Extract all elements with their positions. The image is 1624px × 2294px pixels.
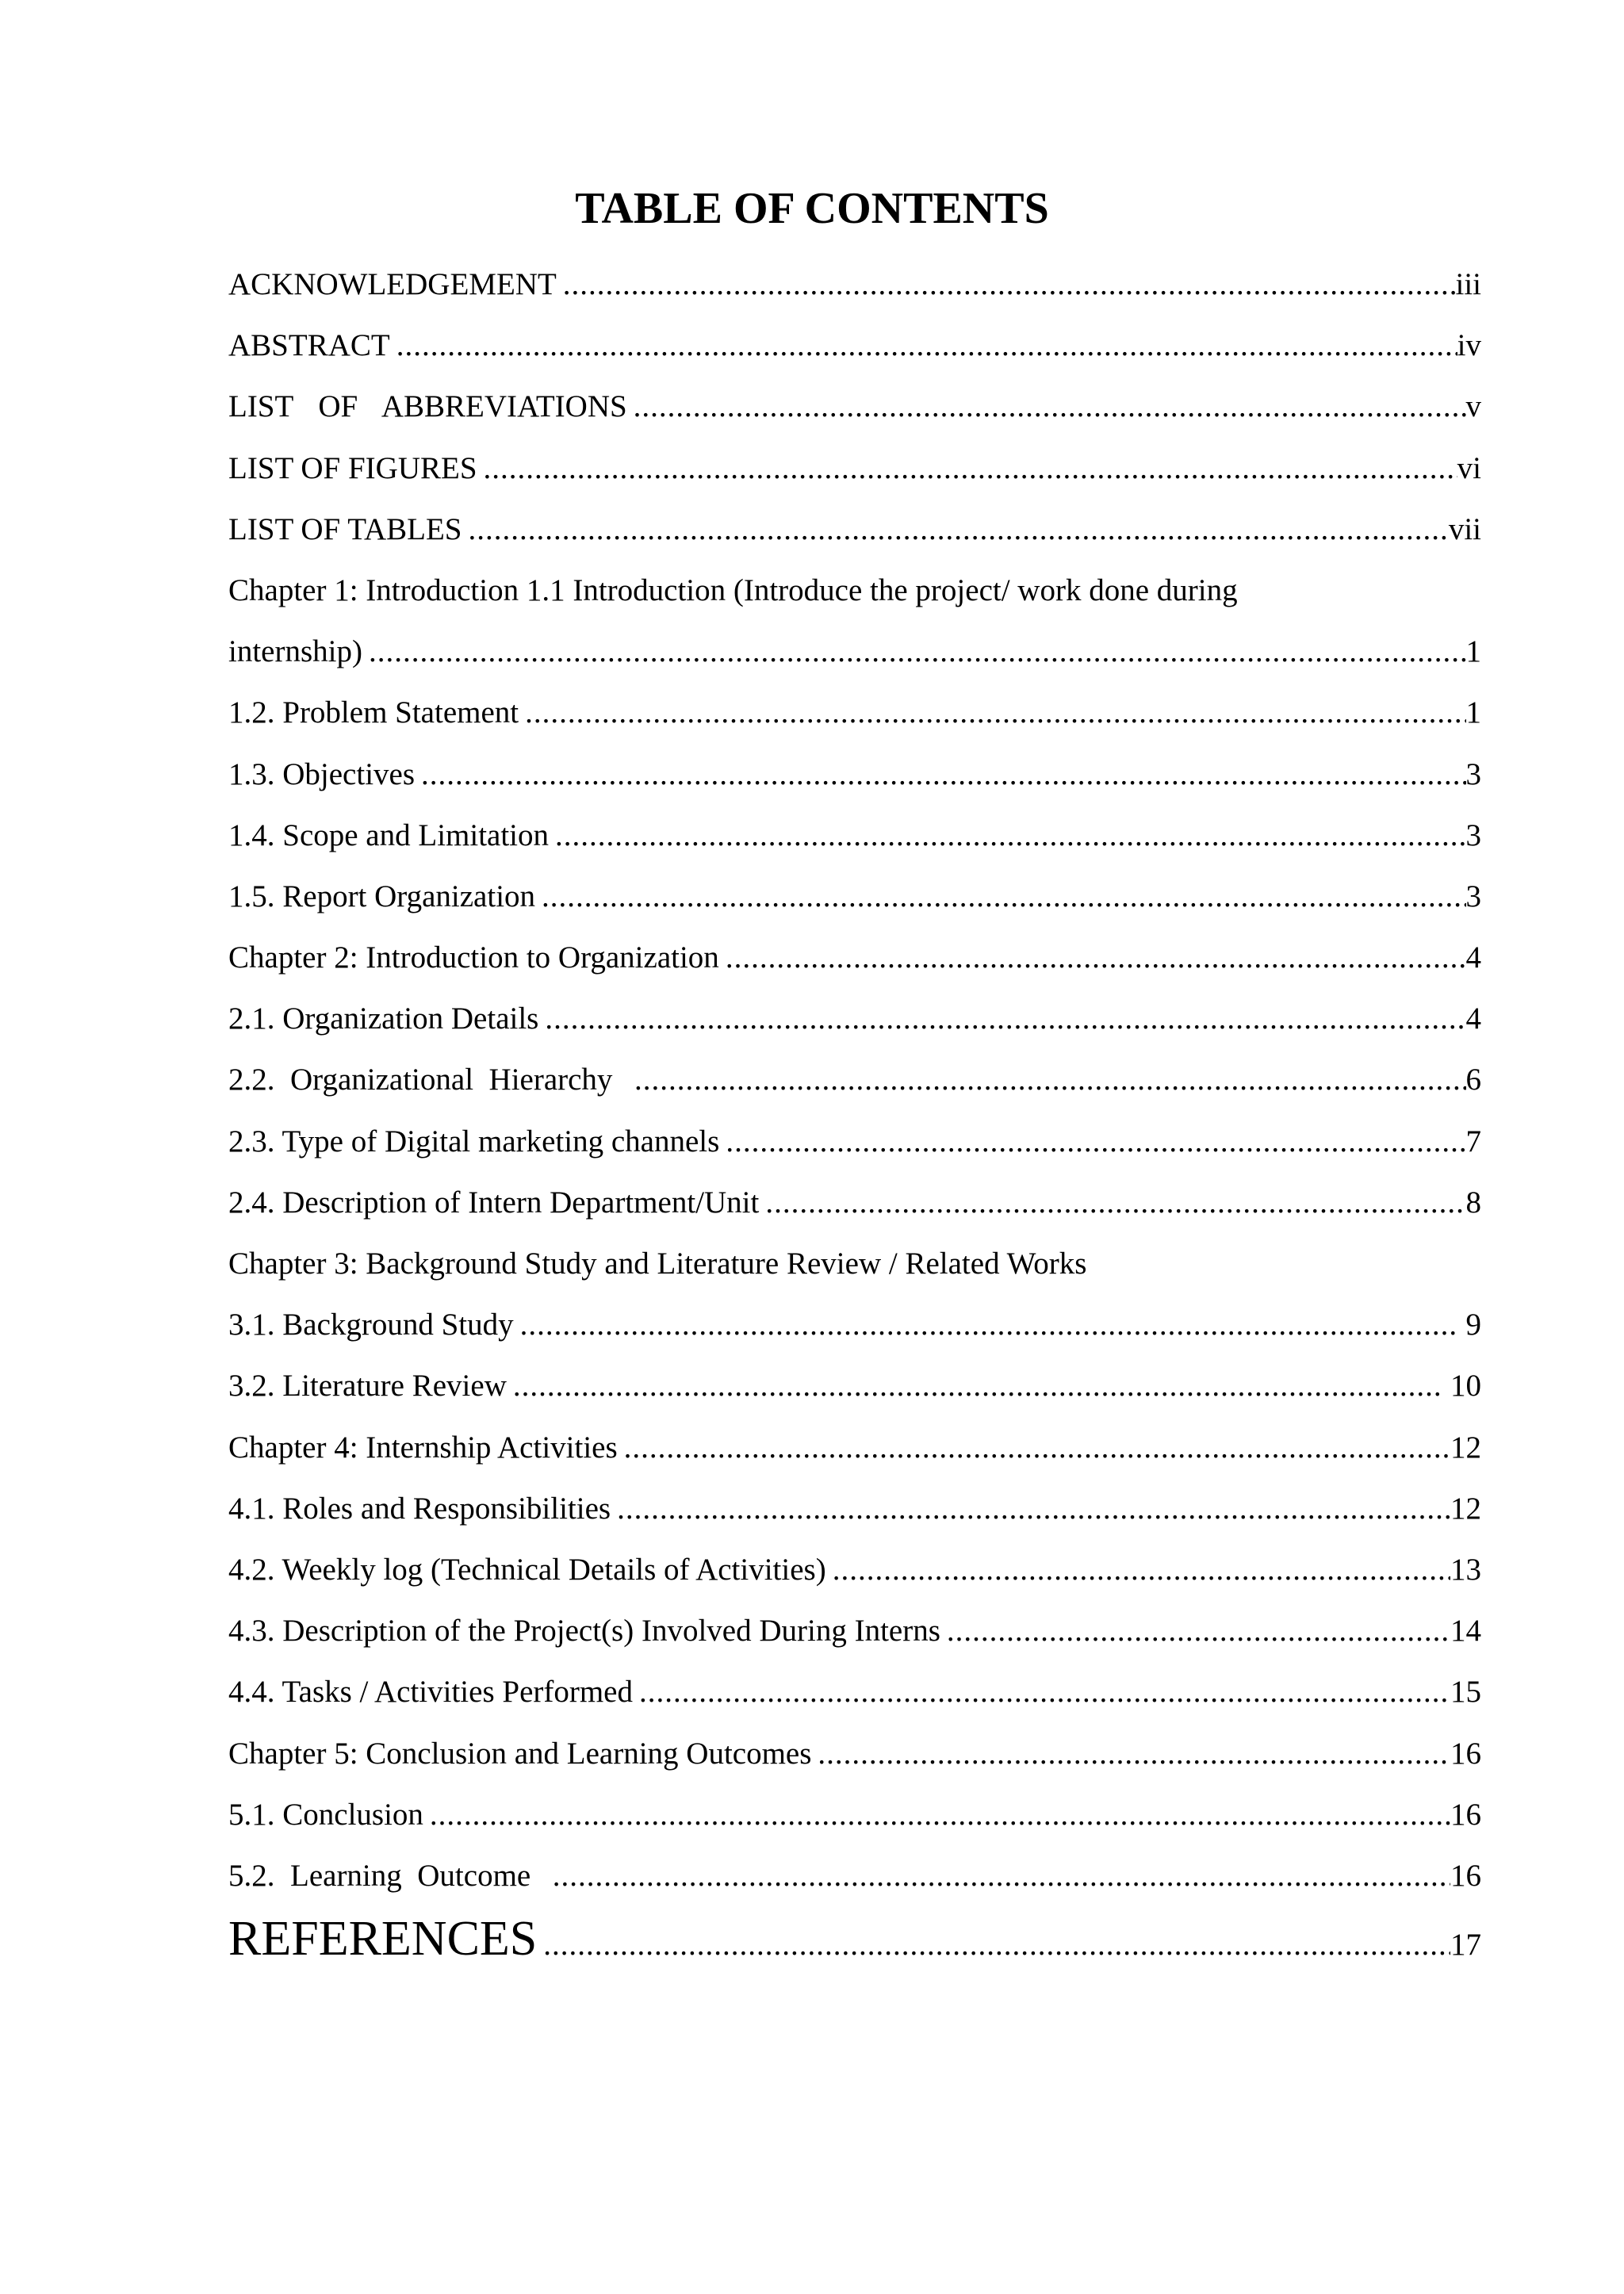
toc-entry-2-3[interactable] <box>228 1111 1481 1172</box>
toc-entry-label: internship) <box>228 634 362 669</box>
dot-leader <box>513 1355 1439 1416</box>
dot-leader <box>543 1913 1450 1971</box>
dot-leader <box>947 1600 1450 1661</box>
toc-entry-chapter-1[interactable] <box>228 560 1481 621</box>
toc-entry-label: 1.3. Objectives <box>228 756 416 791</box>
toc-entry-label: 1.5. Report Organization <box>228 879 536 913</box>
dot-leader <box>726 1111 1465 1172</box>
dot-leader <box>818 1723 1450 1784</box>
toc-entry-label: Chapter 4: Internship Activities <box>228 1430 618 1465</box>
toc-entry-chapter-4[interactable] <box>228 1417 1481 1478</box>
toc-entry-list-of-figures[interactable] <box>228 438 1481 499</box>
toc-entry-label: 4.4. Tasks / Activities Performed <box>228 1675 633 1710</box>
toc-entry-label: LIST OF ABBREVIATIONS <box>228 389 627 424</box>
dot-leader <box>545 988 1465 1049</box>
toc-entry-label: 2.1. Organization Details <box>228 1001 539 1036</box>
toc-entry-label: 5.1. Conclusion <box>228 1797 423 1832</box>
dot-leader <box>639 1661 1450 1722</box>
toc-entry-page: 16 <box>1450 1858 1481 1893</box>
toc-entry-page: 16 <box>1450 1797 1481 1832</box>
toc-entry-page: 4 <box>1465 1001 1481 1036</box>
dot-leader <box>430 1784 1450 1845</box>
toc-entry-page: 12 <box>1450 1430 1481 1465</box>
dot-leader <box>765 1172 1465 1233</box>
toc-entry-page: 13 <box>1450 1552 1481 1587</box>
toc-entry-page: 4 <box>1465 940 1481 975</box>
toc-entry-page: v <box>1465 389 1481 424</box>
toc-entry-page: 3 <box>1465 756 1481 791</box>
toc-entry-label: Chapter 5: Conclusion and Learning Outcomes <box>228 1736 812 1771</box>
toc-entry-1-4[interactable] <box>228 805 1481 866</box>
toc-entry-label: 2.2. Organizational Hierarchy <box>228 1063 628 1097</box>
toc-entry-4-3[interactable] <box>228 1600 1481 1661</box>
toc-entry-label: 2.4. Description of Intern Department/Unit <box>228 1185 760 1220</box>
toc-entry-label: REFERENCES <box>228 1912 538 1967</box>
toc-entry-4-4[interactable] <box>228 1661 1481 1722</box>
toc-entry-label: ACKNOWLEDGEMENT <box>228 267 557 301</box>
dot-leader <box>617 1478 1450 1539</box>
dot-leader <box>634 1049 1466 1110</box>
toc-entry-references[interactable] <box>228 1906 1481 1971</box>
toc-entry-page: 6 <box>1465 1063 1481 1097</box>
dot-leader <box>553 1845 1450 1906</box>
dot-leader <box>624 1417 1450 1478</box>
toc-entry-4-1[interactable] <box>228 1478 1481 1539</box>
toc-entry-page: iii <box>1455 267 1481 301</box>
toc-entry-label: LIST OF FIGURES <box>228 450 477 485</box>
toc-entry-page: 3 <box>1465 818 1481 852</box>
toc-entry-2-4[interactable] <box>228 1172 1481 1233</box>
toc-entry-abstract[interactable] <box>228 315 1481 376</box>
toc-entry-label: Chapter 2: Introduction to Organization <box>228 940 719 975</box>
dot-leader <box>833 1539 1450 1600</box>
toc-entry-2-1[interactable] <box>228 988 1481 1049</box>
toc-entry-4-2[interactable] <box>228 1539 1481 1600</box>
toc-entry-page: 1 <box>1465 634 1481 669</box>
toc-entry-page: 9 <box>1465 1308 1481 1342</box>
toc-entry-2-2[interactable] <box>228 1049 1481 1110</box>
toc-entry-label: 1.4. Scope and Limitation <box>228 818 550 852</box>
dot-leader <box>726 927 1466 988</box>
toc-entry-page: vi <box>1457 450 1481 485</box>
toc-entry-label: 3.2. Literature Review <box>228 1369 507 1404</box>
toc-entry-5-1[interactable] <box>228 1784 1481 1845</box>
toc-entry-label: 5.2. Learning Outcome <box>228 1858 546 1893</box>
toc-entry-1-2[interactable] <box>228 682 1481 743</box>
toc-entry-chapter-1-cont[interactable] <box>228 621 1481 682</box>
dot-leader <box>542 866 1465 927</box>
toc-entry-1-3[interactable] <box>228 744 1481 805</box>
dot-leader <box>563 254 1456 315</box>
dot-leader <box>555 805 1465 866</box>
toc-entry-label: Chapter 1: Introduction 1.1 Introduction (Introduce the project/ work done during <box>228 573 1238 607</box>
toc-entry-page: 10 <box>1450 1369 1481 1404</box>
dot-leader <box>468 499 1448 560</box>
toc-entry-label: 2.3. Type of Digital marketing channels <box>228 1124 720 1158</box>
toc-entry-page: 3 <box>1465 879 1481 913</box>
toc-entry-label: 4.3. Description of the Project(s) Involved During Interns <box>228 1614 940 1649</box>
toc-entry-5-2[interactable] <box>228 1845 1481 1906</box>
toc-entry-acknowledgement[interactable] <box>228 254 1481 315</box>
toc-entry-label: 3.1. Background Study <box>228 1308 514 1342</box>
toc-entry-chapter-3[interactable] <box>228 1233 1481 1294</box>
toc-entry-label: ABSTRACT <box>228 328 390 363</box>
toc-entry-label: 4.1. Roles and Responsibilities <box>228 1491 611 1526</box>
toc-entry-page: 12 <box>1450 1491 1481 1526</box>
toc-entry-chapter-5[interactable] <box>228 1723 1481 1784</box>
toc-entry-label: Chapter 3: Background Study and Literature Review / Related Works <box>228 1247 1087 1281</box>
toc-entry-chapter-2[interactable] <box>228 927 1481 988</box>
toc-list <box>228 254 1481 1971</box>
dot-leader <box>396 315 1457 376</box>
toc-entry-page: 14 <box>1450 1614 1481 1649</box>
toc-entry-page: 15 <box>1450 1675 1481 1710</box>
dot-leader <box>520 1294 1455 1355</box>
toc-entry-list-of-tables[interactable] <box>228 499 1481 560</box>
toc-entry-page: 17 <box>1450 1928 1481 1963</box>
toc-entry-page: 1 <box>1465 695 1481 730</box>
toc-entry-label: 4.2. Weekly log (Technical Details of Activities) <box>228 1552 826 1587</box>
toc-entry-1-5[interactable] <box>228 866 1481 927</box>
toc-entry-page: 16 <box>1450 1736 1481 1771</box>
dot-leader <box>525 682 1465 743</box>
dot-leader <box>421 744 1465 805</box>
dot-leader <box>369 621 1466 682</box>
dot-leader <box>484 438 1457 499</box>
page-title: TABLE OF CONTENTS <box>575 184 1049 233</box>
toc-entry-page: 8 <box>1465 1185 1481 1220</box>
toc-entry-page: iv <box>1457 328 1481 363</box>
dot-leader <box>634 376 1466 437</box>
toc-entry-3-1[interactable] <box>228 1294 1481 1355</box>
toc-entry-label: LIST OF TABLES <box>228 511 462 546</box>
toc-entry-label: 1.2. Problem Statement <box>228 695 519 730</box>
toc-entry-page: 7 <box>1465 1124 1481 1158</box>
toc-entry-page: vii <box>1448 511 1481 546</box>
toc-entry-3-2[interactable] <box>228 1355 1481 1416</box>
toc-entry-list-of-abbreviations[interactable] <box>228 376 1481 437</box>
